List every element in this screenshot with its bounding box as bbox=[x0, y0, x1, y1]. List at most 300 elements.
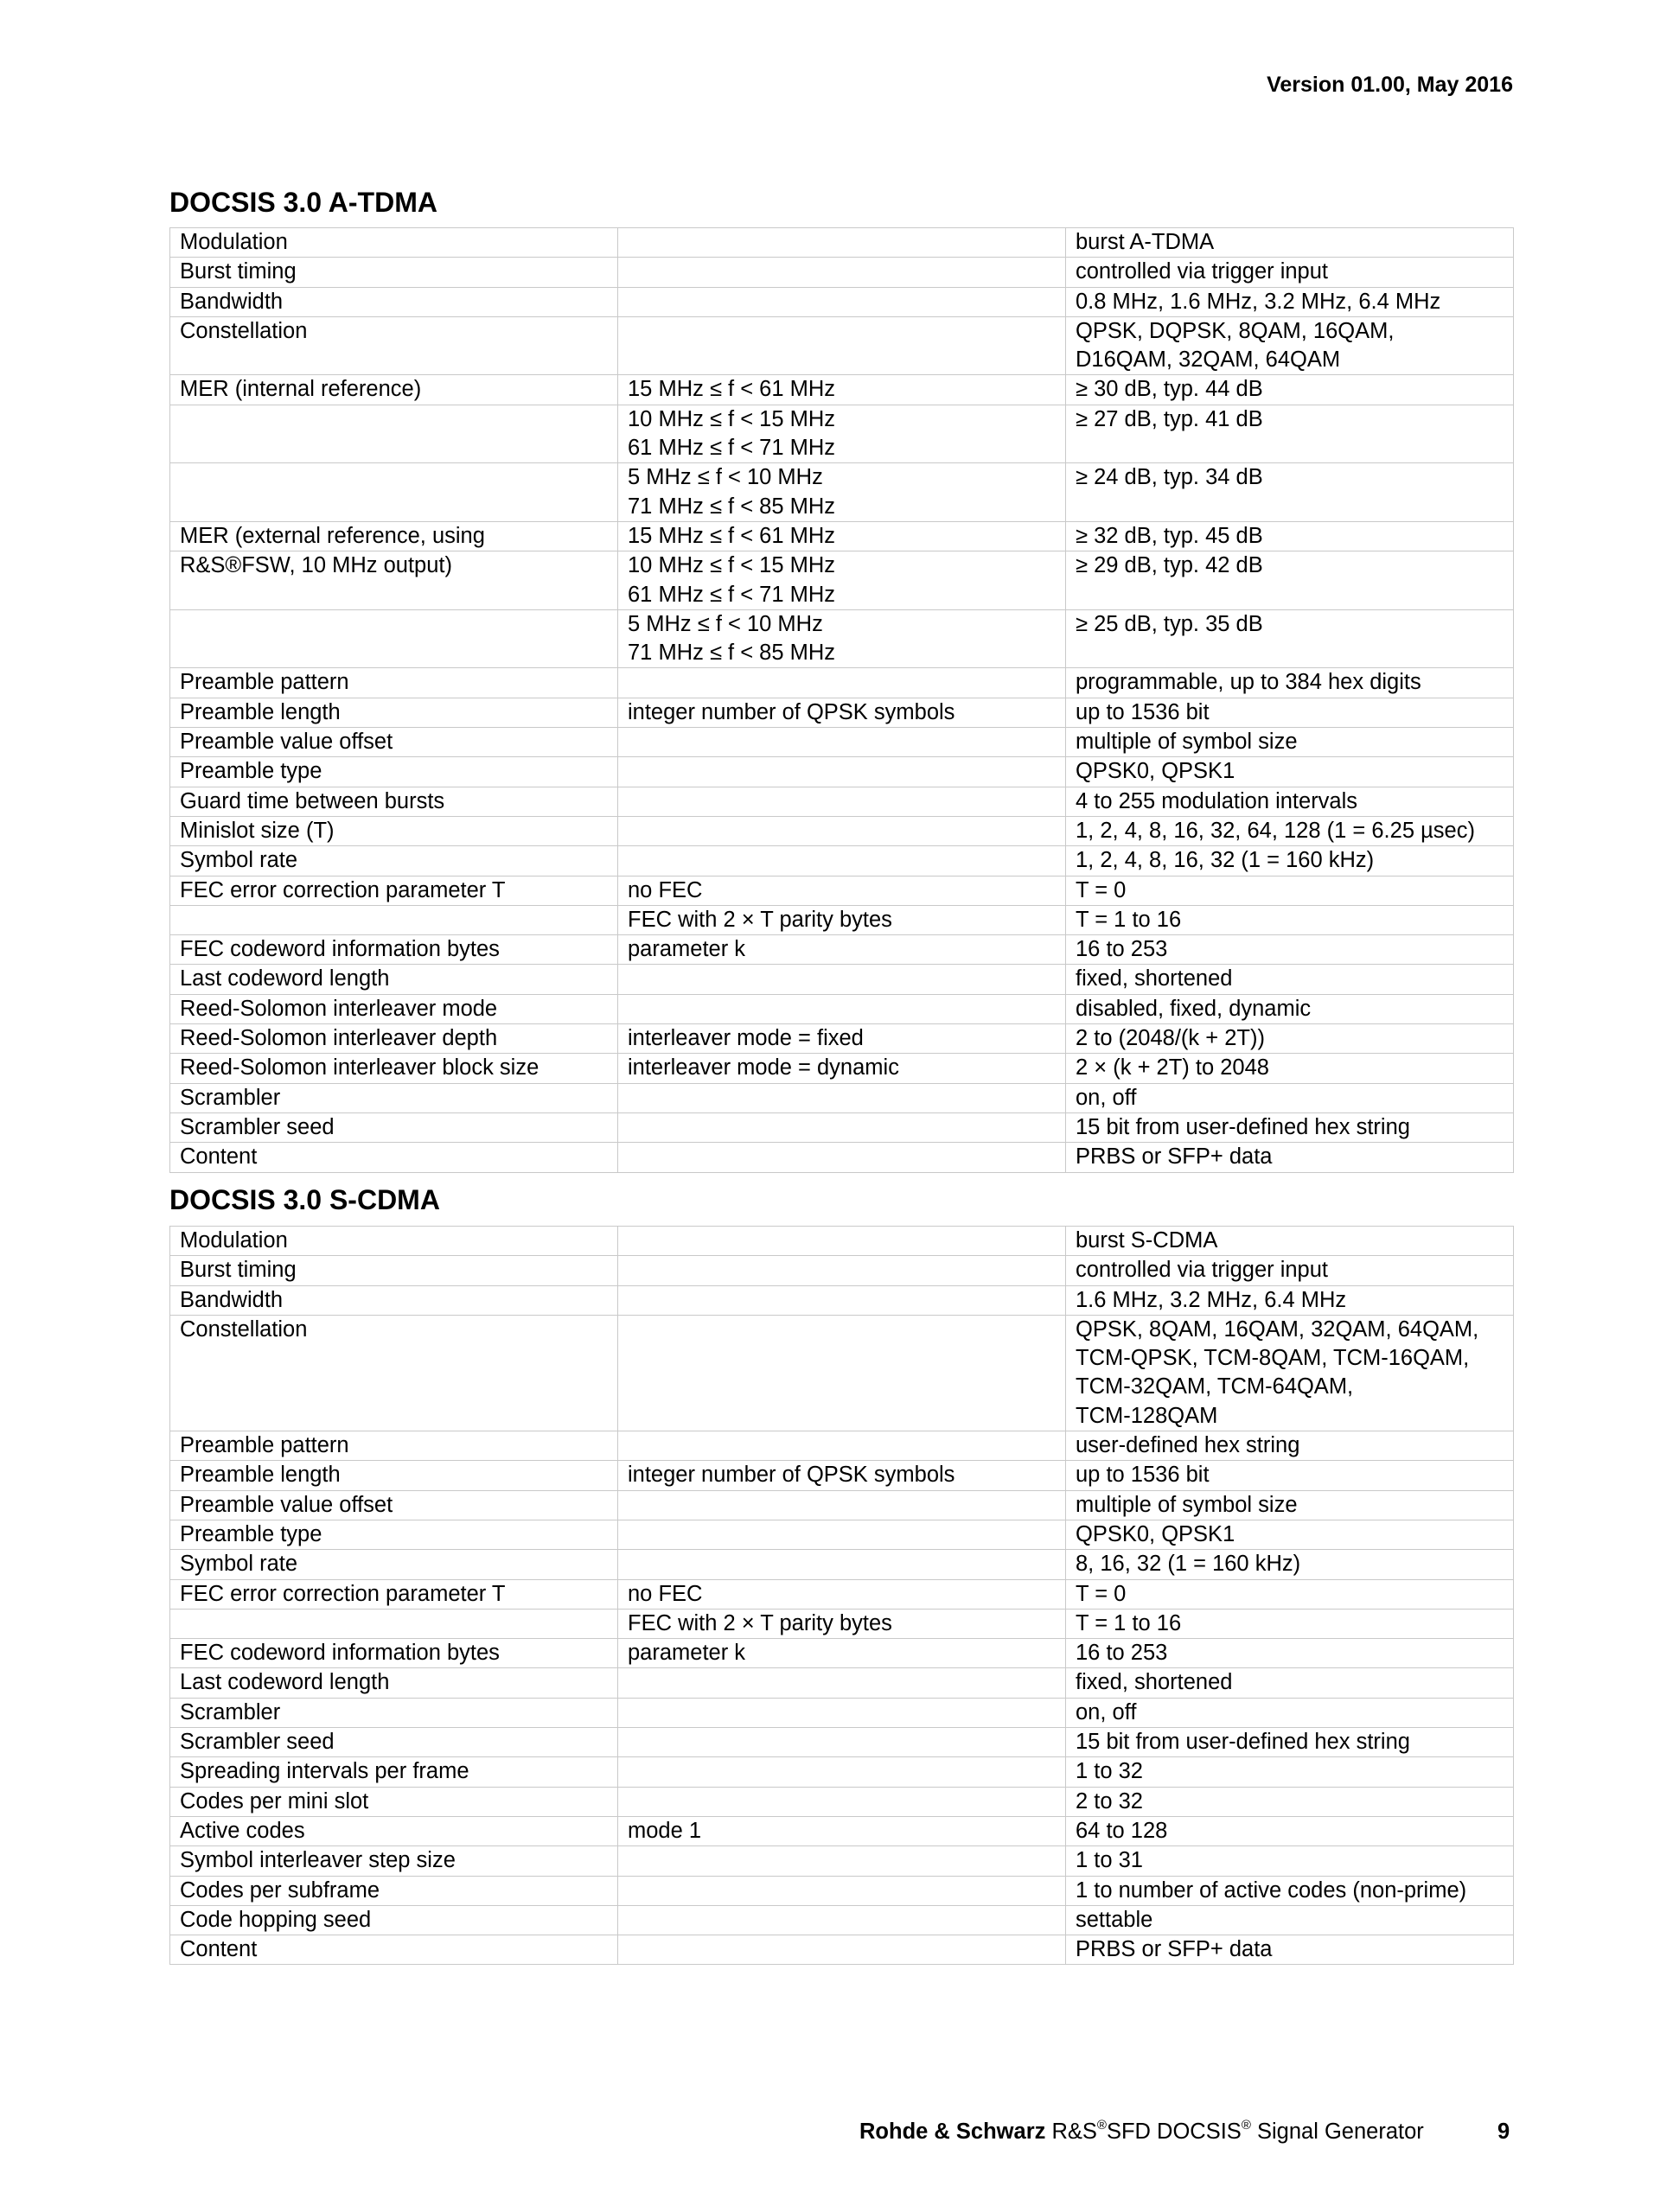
spec-row bbox=[170, 1787, 1514, 1816]
spec-label-line: FEC error correction parameter T bbox=[180, 1581, 506, 1606]
spec-condition bbox=[618, 1935, 1066, 1965]
spec-label bbox=[170, 698, 618, 727]
spec-row bbox=[170, 994, 1514, 1023]
section-title-atdma: DOCSIS 3.0 A-TDMA bbox=[169, 187, 437, 218]
spec-value-line: settable bbox=[1076, 1907, 1153, 1932]
spec-label bbox=[170, 316, 618, 375]
spec-value bbox=[1066, 1490, 1514, 1520]
spec-value bbox=[1066, 1728, 1514, 1757]
spec-condition-line: parameter k bbox=[628, 1641, 746, 1666]
spec-value bbox=[1066, 1143, 1514, 1172]
spec-condition bbox=[618, 1461, 1066, 1490]
spec-label bbox=[170, 1668, 618, 1698]
spec-value bbox=[1066, 1550, 1514, 1579]
spec-value bbox=[1066, 935, 1514, 965]
spec-condition bbox=[618, 757, 1066, 787]
spec-condition bbox=[618, 1227, 1066, 1256]
spec-value bbox=[1066, 965, 1514, 994]
spec-condition bbox=[618, 1315, 1066, 1431]
spec-value bbox=[1066, 1054, 1514, 1083]
spec-label bbox=[170, 1905, 618, 1935]
spec-label-line: FEC error correction parameter T bbox=[180, 877, 506, 902]
spec-value-line: up to 1536 bit bbox=[1076, 699, 1210, 724]
spec-label-line: Guard time between bursts bbox=[180, 788, 445, 813]
spec-value-line: fixed, shortened bbox=[1076, 966, 1233, 991]
spec-row bbox=[170, 551, 1514, 610]
spec-condition-line: 5 MHz ≤ f < 10 MHz bbox=[628, 611, 823, 636]
spec-row bbox=[170, 463, 1514, 522]
spec-value-line: ≥ 24 dB, typ. 34 dB bbox=[1076, 465, 1263, 490]
spec-row bbox=[170, 375, 1514, 405]
spec-label-line: Codes per subframe bbox=[180, 1877, 380, 1903]
spec-condition bbox=[618, 1520, 1066, 1549]
spec-condition bbox=[618, 1698, 1066, 1727]
spec-value bbox=[1066, 375, 1514, 405]
spec-row bbox=[170, 1846, 1514, 1876]
spec-value bbox=[1066, 728, 1514, 757]
spec-value-line: burst S-CDMA bbox=[1076, 1228, 1218, 1253]
spec-label bbox=[170, 1520, 618, 1549]
spec-label-line: FEC codeword information bytes bbox=[180, 937, 500, 962]
spec-row bbox=[170, 1490, 1514, 1520]
spec-label bbox=[170, 1256, 618, 1285]
spec-condition bbox=[618, 551, 1066, 610]
spec-row bbox=[170, 905, 1514, 934]
spec-label bbox=[170, 1461, 618, 1490]
spec-label-line: MER (external reference, using bbox=[180, 523, 485, 548]
spec-value-line: PRBS or SFP+ data bbox=[1076, 1937, 1273, 1962]
spec-row bbox=[170, 1083, 1514, 1112]
spec-row bbox=[170, 1227, 1514, 1256]
spec-condition bbox=[618, 876, 1066, 905]
spec-label-line: Preamble length bbox=[180, 1463, 341, 1488]
spec-value-line: 1 to 31 bbox=[1076, 1848, 1143, 1873]
spec-condition-line: 10 MHz ≤ f < 15 MHz bbox=[628, 553, 836, 578]
spec-condition-line: 5 MHz ≤ f < 10 MHz bbox=[628, 465, 823, 490]
spec-row bbox=[170, 757, 1514, 787]
spec-row bbox=[170, 965, 1514, 994]
spec-value bbox=[1066, 994, 1514, 1023]
spec-value-line: up to 1536 bit bbox=[1076, 1463, 1210, 1488]
spec-label bbox=[170, 1935, 618, 1965]
spec-condition bbox=[618, 1905, 1066, 1935]
spec-value bbox=[1066, 1315, 1514, 1431]
spec-value bbox=[1066, 228, 1514, 258]
spec-label bbox=[170, 463, 618, 522]
spec-value-line: QPSK, DQPSK, 8QAM, 16QAM, bbox=[1076, 318, 1395, 343]
spec-label bbox=[170, 935, 618, 965]
spec-label bbox=[170, 1579, 618, 1609]
spec-label-line: Reed-Solomon interleaver depth bbox=[180, 1026, 498, 1051]
spec-condition bbox=[618, 668, 1066, 698]
spec-condition bbox=[618, 1609, 1066, 1638]
spec-value bbox=[1066, 816, 1514, 845]
spec-value-line: 2 × (k + 2T) to 2048 bbox=[1076, 1055, 1269, 1081]
document-version: Version 01.00, May 2016 bbox=[1267, 73, 1513, 97]
spec-condition-line: integer number of QPSK symbols bbox=[628, 1463, 955, 1488]
spec-value-line: TCM-32QAM, TCM-64QAM, bbox=[1076, 1374, 1354, 1399]
spec-condition-line: 15 MHz ≤ f < 61 MHz bbox=[628, 523, 836, 548]
spec-value bbox=[1066, 1757, 1514, 1787]
spec-condition bbox=[618, 1579, 1066, 1609]
spec-row bbox=[170, 258, 1514, 287]
spec-condition bbox=[618, 994, 1066, 1023]
spec-label-line: Code hopping seed bbox=[180, 1907, 372, 1932]
spec-label bbox=[170, 668, 618, 698]
spec-label-line: Scrambler seed bbox=[180, 1114, 335, 1139]
spec-value-line: T = 0 bbox=[1076, 877, 1127, 902]
spec-value-line: 8, 16, 32 (1 = 160 kHz) bbox=[1076, 1552, 1301, 1577]
spec-row bbox=[170, 1431, 1514, 1461]
spec-condition bbox=[618, 1668, 1066, 1698]
spec-value bbox=[1066, 1787, 1514, 1816]
spec-value-line: QPSK0, QPSK1 bbox=[1076, 759, 1235, 784]
spec-label-line: Content bbox=[180, 1937, 258, 1962]
spec-label-line: Spreading intervals per frame bbox=[180, 1759, 469, 1784]
spec-condition bbox=[618, 1054, 1066, 1083]
spec-label bbox=[170, 1846, 618, 1876]
spec-value-line: multiple of symbol size bbox=[1076, 730, 1298, 755]
spec-condition bbox=[618, 1431, 1066, 1461]
spec-condition bbox=[618, 1757, 1066, 1787]
spec-label-line: Preamble value offset bbox=[180, 730, 393, 755]
spec-label bbox=[170, 1285, 618, 1315]
spec-value-line: 16 to 253 bbox=[1076, 937, 1168, 962]
spec-label bbox=[170, 728, 618, 757]
spec-label-line: Content bbox=[180, 1144, 258, 1170]
spec-label bbox=[170, 1728, 618, 1757]
spec-value-line: 15 bit from user-defined hex string bbox=[1076, 1114, 1410, 1139]
spec-value-line: on, off bbox=[1076, 1699, 1137, 1724]
spec-value-line: burst A-TDMA bbox=[1076, 230, 1215, 254]
spec-condition bbox=[618, 728, 1066, 757]
spec-condition bbox=[618, 846, 1066, 876]
spec-row bbox=[170, 846, 1514, 876]
spec-condition bbox=[618, 1816, 1066, 1845]
spec-label bbox=[170, 1609, 618, 1638]
spec-condition bbox=[618, 1550, 1066, 1579]
spec-label bbox=[170, 816, 618, 845]
spec-row bbox=[170, 609, 1514, 668]
spec-row bbox=[170, 787, 1514, 816]
spec-value bbox=[1066, 316, 1514, 375]
spec-label-line: Scrambler bbox=[180, 1085, 281, 1110]
spec-condition-line: integer number of QPSK symbols bbox=[628, 699, 955, 724]
spec-label bbox=[170, 1227, 618, 1256]
spec-value bbox=[1066, 757, 1514, 787]
spec-label bbox=[170, 1054, 618, 1083]
spec-row bbox=[170, 1935, 1514, 1965]
spec-label-line: Codes per mini slot bbox=[180, 1788, 369, 1814]
spec-value-line: 1 to 32 bbox=[1076, 1759, 1143, 1784]
spec-label bbox=[170, 1143, 618, 1172]
spec-condition-line: 10 MHz ≤ f < 15 MHz bbox=[628, 406, 836, 431]
spec-label bbox=[170, 287, 618, 316]
spec-value bbox=[1066, 1520, 1514, 1549]
spec-label bbox=[170, 1639, 618, 1668]
spec-value bbox=[1066, 1227, 1514, 1256]
spec-condition bbox=[618, 905, 1066, 934]
spec-condition-line: parameter k bbox=[628, 937, 746, 962]
spec-value bbox=[1066, 846, 1514, 876]
spec-condition bbox=[618, 1083, 1066, 1112]
spec-condition bbox=[618, 609, 1066, 668]
spec-value bbox=[1066, 1639, 1514, 1668]
spec-label bbox=[170, 1876, 618, 1905]
spec-value bbox=[1066, 405, 1514, 463]
spec-row bbox=[170, 668, 1514, 698]
spec-row bbox=[170, 728, 1514, 757]
spec-condition bbox=[618, 1639, 1066, 1668]
spec-value-line: fixed, shortened bbox=[1076, 1670, 1233, 1695]
spec-row bbox=[170, 1285, 1514, 1315]
spec-label bbox=[170, 1490, 618, 1520]
spec-value-line: QPSK0, QPSK1 bbox=[1076, 1521, 1235, 1546]
spec-condition bbox=[618, 816, 1066, 845]
spec-row bbox=[170, 1256, 1514, 1285]
spec-label-line: MER (internal reference) bbox=[180, 377, 422, 402]
spec-condition-line: 15 MHz ≤ f < 61 MHz bbox=[628, 377, 836, 402]
spec-value bbox=[1066, 1698, 1514, 1727]
spec-condition bbox=[618, 316, 1066, 375]
spec-value-line: 1 to number of active codes (non-prime) bbox=[1076, 1877, 1467, 1903]
spec-condition bbox=[618, 1256, 1066, 1285]
spec-row bbox=[170, 1728, 1514, 1757]
spec-value bbox=[1066, 1024, 1514, 1054]
spec-value bbox=[1066, 876, 1514, 905]
spec-label-line: Last codeword length bbox=[180, 966, 390, 991]
spec-condition bbox=[618, 1846, 1066, 1876]
spec-label bbox=[170, 1787, 618, 1816]
spec-label bbox=[170, 1757, 618, 1787]
spec-condition bbox=[618, 521, 1066, 551]
spec-row bbox=[170, 1520, 1514, 1549]
spec-label-line: Preamble pattern bbox=[180, 1433, 349, 1458]
spec-label bbox=[170, 1698, 618, 1727]
spec-condition-line: 71 MHz ≤ f < 85 MHz bbox=[628, 494, 836, 519]
spec-value-line: 1.6 MHz, 3.2 MHz, 6.4 MHz bbox=[1076, 1287, 1347, 1312]
spec-row bbox=[170, 1315, 1514, 1431]
spec-row bbox=[170, 1024, 1514, 1054]
spec-label-line: Preamble value offset bbox=[180, 1492, 393, 1517]
spec-row bbox=[170, 1054, 1514, 1083]
spec-row bbox=[170, 405, 1514, 463]
spec-label bbox=[170, 1550, 618, 1579]
spec-row bbox=[170, 1876, 1514, 1905]
spec-label bbox=[170, 876, 618, 905]
spec-value-line: ≥ 25 dB, typ. 35 dB bbox=[1076, 611, 1263, 636]
spec-label-line: Modulation bbox=[180, 1228, 288, 1253]
spec-condition bbox=[618, 228, 1066, 258]
spec-value-line: 2 to (2048/(k + 2T)) bbox=[1076, 1026, 1265, 1051]
spec-value-line: T = 1 to 16 bbox=[1076, 1610, 1182, 1635]
spec-value-line: T = 1 to 16 bbox=[1076, 907, 1182, 932]
spec-value bbox=[1066, 668, 1514, 698]
spec-condition-line: 61 MHz ≤ f < 71 MHz bbox=[628, 582, 836, 607]
spec-value-line: PRBS or SFP+ data bbox=[1076, 1144, 1273, 1170]
spec-value bbox=[1066, 1285, 1514, 1315]
spec-label bbox=[170, 1315, 618, 1431]
spec-condition-line: interleaver mode = dynamic bbox=[628, 1055, 899, 1081]
spec-label-line: Modulation bbox=[180, 230, 288, 254]
spec-value-line: controlled via trigger input bbox=[1076, 259, 1328, 284]
spec-value bbox=[1066, 551, 1514, 610]
spec-value bbox=[1066, 1083, 1514, 1112]
spec-value bbox=[1066, 1461, 1514, 1490]
spec-value-line: ≥ 27 dB, typ. 41 dB bbox=[1076, 406, 1263, 431]
spec-label-line: Bandwidth bbox=[180, 289, 284, 314]
spec-value-line: QPSK, 8QAM, 16QAM, 32QAM, 64QAM, bbox=[1076, 1316, 1479, 1342]
spec-label-line: Scrambler seed bbox=[180, 1730, 335, 1755]
spec-condition-line: FEC with 2 × T parity bytes bbox=[628, 1610, 892, 1635]
spec-value-line: user-defined hex string bbox=[1076, 1433, 1300, 1458]
spec-label bbox=[170, 405, 618, 463]
spec-condition-line: no FEC bbox=[628, 1581, 703, 1606]
spec-row bbox=[170, 1609, 1514, 1638]
spec-value-line: 15 bit from user-defined hex string bbox=[1076, 1730, 1410, 1755]
spec-condition-line: mode 1 bbox=[628, 1818, 702, 1843]
spec-value-line: 1, 2, 4, 8, 16, 32 (1 = 160 kHz) bbox=[1076, 848, 1375, 873]
spec-condition bbox=[618, 1024, 1066, 1054]
spec-condition bbox=[618, 965, 1066, 994]
spec-condition bbox=[618, 1143, 1066, 1172]
spec-value bbox=[1066, 463, 1514, 522]
spec-label bbox=[170, 228, 618, 258]
spec-label bbox=[170, 1431, 618, 1461]
spec-row bbox=[170, 1757, 1514, 1787]
spec-value-line: 0.8 MHz, 1.6 MHz, 3.2 MHz, 6.4 MHz bbox=[1076, 289, 1441, 314]
spec-label-line: Burst timing bbox=[180, 259, 297, 284]
spec-value-line: ≥ 29 dB, typ. 42 dB bbox=[1076, 553, 1263, 578]
page-footer bbox=[859, 2120, 1424, 2145]
spec-value-line: T = 0 bbox=[1076, 1581, 1127, 1606]
spec-value bbox=[1066, 1112, 1514, 1142]
spec-label bbox=[170, 1816, 618, 1845]
spec-condition-line: no FEC bbox=[628, 877, 703, 902]
spec-value bbox=[1066, 609, 1514, 668]
spec-row bbox=[170, 1112, 1514, 1142]
spec-label bbox=[170, 258, 618, 287]
spec-row bbox=[170, 1639, 1514, 1668]
spec-value-line: 1, 2, 4, 8, 16, 32, 64, 128 (1 = 6.25 µsec) bbox=[1076, 818, 1475, 843]
spec-label bbox=[170, 965, 618, 994]
spec-value-line: ≥ 30 dB, typ. 44 dB bbox=[1076, 377, 1263, 402]
footer-company: Rohde & Schwarz bbox=[859, 2120, 1046, 2144]
spec-value bbox=[1066, 521, 1514, 551]
spec-label bbox=[170, 905, 618, 934]
spec-value bbox=[1066, 287, 1514, 316]
spec-label-line: Bandwidth bbox=[180, 1287, 284, 1312]
spec-value bbox=[1066, 698, 1514, 727]
spec-label bbox=[170, 1112, 618, 1142]
spec-row bbox=[170, 228, 1514, 258]
spec-label-line: R&S®FSW, 10 MHz output) bbox=[180, 553, 452, 578]
spec-row bbox=[170, 816, 1514, 845]
spec-label bbox=[170, 787, 618, 816]
section-title-scdma: DOCSIS 3.0 S-CDMA bbox=[169, 1184, 440, 1215]
spec-condition-line: 71 MHz ≤ f < 85 MHz bbox=[628, 641, 836, 666]
spec-label bbox=[170, 1083, 618, 1112]
spec-value bbox=[1066, 787, 1514, 816]
spec-label-line: Constellation bbox=[180, 1316, 308, 1342]
spec-row bbox=[170, 698, 1514, 727]
spec-value bbox=[1066, 258, 1514, 287]
spec-value-line: TCM-128QAM bbox=[1076, 1403, 1218, 1428]
spec-value-line: 4 to 255 modulation intervals bbox=[1076, 788, 1358, 813]
spec-label-line: Symbol interleaver step size bbox=[180, 1848, 456, 1873]
spec-condition bbox=[618, 287, 1066, 316]
spec-label-line: Constellation bbox=[180, 318, 308, 343]
spec-value-line: D16QAM, 32QAM, 64QAM bbox=[1076, 347, 1341, 373]
spec-value bbox=[1066, 1905, 1514, 1935]
spec-label-line: Preamble pattern bbox=[180, 670, 349, 695]
spec-label bbox=[170, 846, 618, 876]
page-number: 9 bbox=[1497, 2120, 1510, 2144]
spec-value-line: on, off bbox=[1076, 1085, 1137, 1110]
spec-condition-line: interleaver mode = fixed bbox=[628, 1026, 864, 1051]
spec-label bbox=[170, 1024, 618, 1054]
spec-value bbox=[1066, 1816, 1514, 1845]
spec-row bbox=[170, 316, 1514, 375]
spec-table-atdma bbox=[169, 227, 1514, 1173]
spec-condition bbox=[618, 463, 1066, 522]
spec-row bbox=[170, 1698, 1514, 1727]
spec-condition bbox=[618, 698, 1066, 727]
spec-row bbox=[170, 1905, 1514, 1935]
spec-value-line: 16 to 253 bbox=[1076, 1641, 1168, 1666]
spec-condition bbox=[618, 1285, 1066, 1315]
spec-label-line: Symbol rate bbox=[180, 1552, 298, 1577]
spec-label-line: Preamble type bbox=[180, 1521, 322, 1546]
spec-row bbox=[170, 935, 1514, 965]
spec-label bbox=[170, 375, 618, 405]
spec-row bbox=[170, 1579, 1514, 1609]
spec-condition bbox=[618, 258, 1066, 287]
spec-value bbox=[1066, 1876, 1514, 1905]
spec-label-line: Reed-Solomon interleaver mode bbox=[180, 996, 498, 1021]
spec-value-line: disabled, fixed, dynamic bbox=[1076, 996, 1312, 1021]
spec-condition bbox=[618, 935, 1066, 965]
spec-value bbox=[1066, 1935, 1514, 1965]
spec-value-line: programmable, up to 384 hex digits bbox=[1076, 670, 1421, 695]
spec-value-line: controlled via trigger input bbox=[1076, 1258, 1328, 1283]
spec-value bbox=[1066, 1609, 1514, 1638]
spec-label-line: Last codeword length bbox=[180, 1670, 390, 1695]
spec-label bbox=[170, 994, 618, 1023]
spec-condition bbox=[618, 1112, 1066, 1142]
spec-condition bbox=[618, 1490, 1066, 1520]
spec-row bbox=[170, 1143, 1514, 1172]
spec-row bbox=[170, 1816, 1514, 1845]
spec-label-line: Scrambler bbox=[180, 1699, 281, 1724]
spec-label bbox=[170, 609, 618, 668]
spec-value bbox=[1066, 905, 1514, 934]
spec-condition bbox=[618, 375, 1066, 405]
spec-condition bbox=[618, 1787, 1066, 1816]
spec-label-line: Preamble type bbox=[180, 759, 322, 784]
spec-value-line: 64 to 128 bbox=[1076, 1818, 1168, 1843]
spec-row bbox=[170, 287, 1514, 316]
spec-row bbox=[170, 1461, 1514, 1490]
spec-table-scdma bbox=[169, 1226, 1514, 1965]
spec-row bbox=[170, 876, 1514, 905]
spec-value-line: ≥ 32 dB, typ. 45 dB bbox=[1076, 523, 1263, 548]
spec-label-line: Symbol rate bbox=[180, 848, 298, 873]
spec-label-line: Preamble length bbox=[180, 699, 341, 724]
spec-condition-line: FEC with 2 × T parity bytes bbox=[628, 907, 892, 932]
spec-label-line: Active codes bbox=[180, 1818, 305, 1843]
spec-value-line: 2 to 32 bbox=[1076, 1788, 1143, 1814]
